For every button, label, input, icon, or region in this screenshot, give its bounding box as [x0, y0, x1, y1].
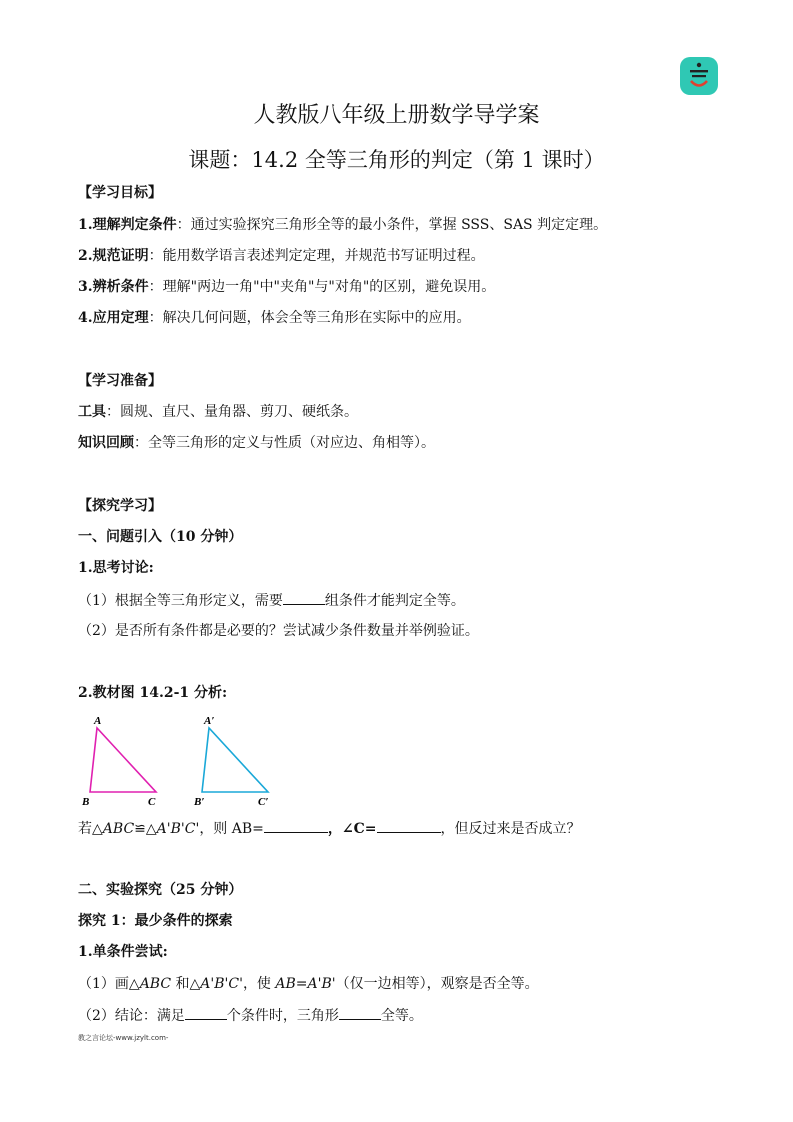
- vertex-c: C: [148, 796, 156, 808]
- answer-blank-angle[interactable]: [377, 818, 441, 833]
- objective-item: 1.理解判定条件：通过实验探究三角形全等的最小条件，掌握 SSS、SAS 判定定理。: [78, 217, 608, 233]
- single-condition-step-2: （2）结论：满足 个条件时，三角形 全等。: [78, 1005, 423, 1026]
- question-1b: （2）是否所有条件都是必要的？尝试减少条件数量并举例验证。: [78, 623, 479, 639]
- vertex-a: A: [94, 715, 102, 727]
- objective-item: 3.辨析条件：理解"两边一角"中"夹角"与"对角"的区别，避免误用。: [78, 279, 496, 295]
- question-1a: （1）根据全等三角形定义，需要 组条件才能判定全等。: [78, 590, 465, 611]
- vertex-a-prime: A′: [204, 715, 215, 727]
- explore-heading: 【探究学习】: [78, 498, 162, 514]
- answer-blank[interactable]: [283, 590, 325, 605]
- vertex-b-prime: B′: [194, 796, 205, 808]
- review-line: 知识回顾：全等三角形的定义与性质（对应边、角相等）。: [78, 435, 435, 451]
- preparation-heading: 【学习准备】: [78, 373, 162, 389]
- vertex-b: B: [82, 796, 90, 808]
- document-title: 人教版八年级上册数学导学案: [253, 103, 540, 128]
- question-2-text: 若△ABC≌△A'B'C'，则 AB= ，∠C= ，但反过来是否成立？: [78, 818, 581, 839]
- footer-source: 教之言论坛-www.jzylt.com-: [78, 1034, 169, 1042]
- answer-blank[interactable]: [185, 1005, 227, 1020]
- logo-icon: [680, 57, 718, 95]
- question-1-title: 1.思考讨论:: [78, 560, 154, 576]
- objective-item: 2.规范证明：能用数学语言表述判定定理，并规范书写证明过程。: [78, 248, 485, 264]
- answer-blank[interactable]: [339, 1005, 381, 1020]
- single-condition-title: 1.单条件尝试:: [78, 944, 168, 960]
- triangle-figure: [78, 712, 288, 812]
- lesson-subtitle: 课题：14.2 全等三角形的判定（第 1 课时）: [188, 148, 605, 172]
- section-2-title: 二、实验探究（25 分钟）: [78, 882, 243, 898]
- single-condition-step-1: （1）画△ABC 和△A'B'C'，使 AB=A'B'（仅一边相等），观察是否全等。: [78, 976, 539, 992]
- triangle-abc: [90, 728, 156, 792]
- logo-glyph: [680, 57, 718, 95]
- section-1-title: 一、问题引入（10 分钟）: [78, 529, 243, 545]
- vertex-c-prime: C′: [258, 796, 269, 808]
- explore-1-title: 探究 1：最少条件的探索: [78, 913, 233, 929]
- question-2-title: 2.教材图 14.2-1 分析:: [78, 685, 228, 701]
- answer-blank-ab[interactable]: [264, 818, 328, 833]
- objective-item: 4.应用定理：解决几何问题，体会全等三角形在实际中的应用。: [78, 310, 471, 326]
- tools-line: 工具：圆规、直尺、量角器、剪刀、硬纸条。: [78, 404, 358, 420]
- triangle-abc-prime: [202, 728, 268, 792]
- objectives-heading: 【学习目标】: [78, 185, 162, 201]
